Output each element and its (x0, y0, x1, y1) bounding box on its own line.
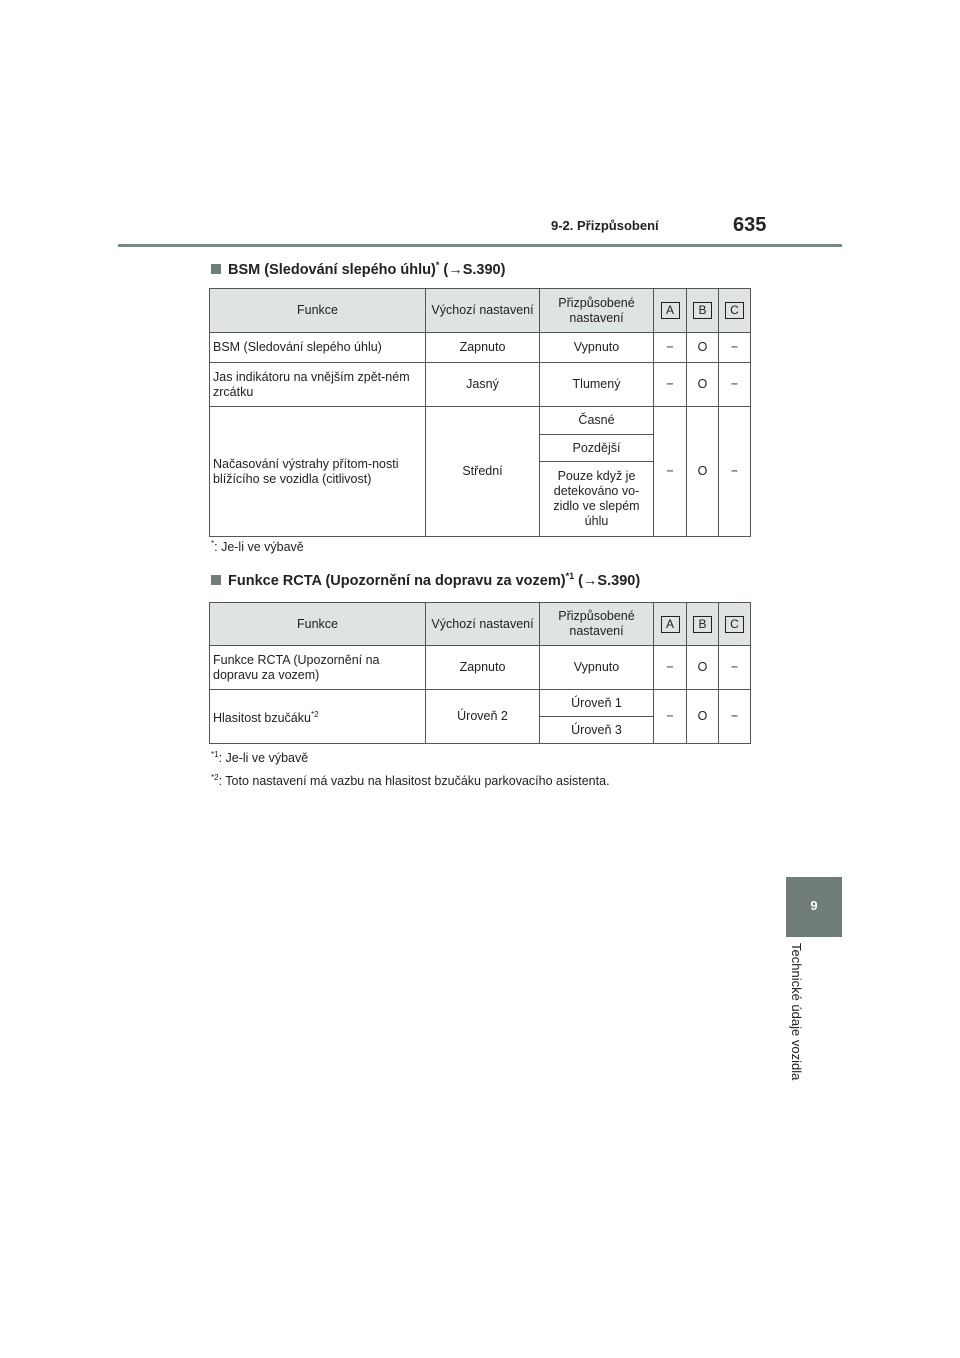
cell-vychozi: Střední (426, 407, 540, 537)
section2-title: Funkce RCTA (Upozornění na dopravu za vozem) (228, 572, 566, 589)
cell-b: O (687, 690, 719, 744)
table-row (210, 333, 751, 363)
header-c-icon: C (725, 302, 744, 319)
footnote-mark: *1 (211, 750, 219, 759)
cell-funkce (210, 690, 426, 744)
footnote-text: : Je-li ve výbavě (214, 540, 304, 555)
table-row (210, 363, 751, 407)
footnote-text: : Je-li ve výbavě (218, 751, 309, 766)
cell-vychozi: Jasný (426, 363, 540, 407)
footnote (211, 539, 304, 554)
section1-title-ref: (→S.390) (439, 261, 506, 278)
cell-a: − (654, 690, 687, 744)
cell-a: − (654, 646, 687, 690)
table-header-row (210, 603, 751, 646)
section2-heading (211, 571, 640, 589)
bsm-settings-table (209, 288, 751, 537)
cell-prizpusobene: Vypnuto (540, 333, 654, 363)
header-c-icon: C (725, 616, 744, 633)
header-a-icon: A (661, 616, 680, 633)
cell-option: Úroveň 1 (540, 690, 654, 717)
cell-b: O (687, 646, 719, 690)
table-row (210, 690, 751, 717)
cell-funkce: Funkce RCTA (Upozornění na dopravu za vozem) (210, 646, 426, 690)
header-funkce: Funkce (210, 603, 426, 646)
header-divider (118, 244, 842, 247)
cell-funkce: Načasování výstrahy přítom-nosti blížícího se vozidla (citlivost) (210, 407, 426, 537)
cell-prizpusobene: Vypnuto (540, 646, 654, 690)
footnote-mark: *2 (211, 773, 219, 782)
section2-title-ref: (→S.390) (574, 572, 641, 589)
cell-b: O (687, 333, 719, 363)
cell-a: − (654, 407, 687, 537)
header-funkce: Funkce (210, 289, 426, 333)
cell-c: − (719, 333, 751, 363)
cell-funkce: BSM (Sledování slepého úhlu) (210, 333, 426, 363)
cell-vychozi: Úroveň 2 (426, 690, 540, 744)
table-header-row (210, 289, 751, 333)
square-bullet-icon (211, 575, 221, 585)
section-title: 9-2. Přizpůsobení (551, 218, 659, 233)
rcta-settings-table (209, 602, 751, 744)
cell-vychozi: Zapnuto (426, 646, 540, 690)
cell-vychozi: Zapnuto (426, 333, 540, 363)
cell-a: − (654, 333, 687, 363)
section2-title-sup: *1 (565, 571, 575, 581)
cell-c: − (719, 363, 751, 407)
table-row (210, 646, 751, 690)
cell-c: − (719, 407, 751, 537)
chapter-label: Technické údaje vozidla (789, 943, 804, 1081)
footnote-text: : Toto nastavení má vazbu na hlasitost bzučáku parkovacího asistenta. (218, 774, 610, 789)
square-bullet-icon (211, 264, 221, 274)
header-prizpusobene: Přizpůsobené nastavení (540, 289, 654, 333)
header-prizpusobene: Přizpůsobené nastavení (540, 603, 654, 646)
cell-a: − (654, 363, 687, 407)
cell-b: O (687, 363, 719, 407)
cell-funkce-sup: *2 (310, 709, 319, 719)
chapter-number: 9 (810, 898, 818, 913)
header-b-icon: B (693, 616, 712, 633)
cell-funkce-text: Hlasitost bzučáku (213, 711, 311, 726)
header-vychozi: Výchozí nastavení (426, 289, 540, 333)
cell-funkce: Jas indikátoru na vnějším zpět-ném zrcátku (210, 363, 426, 407)
cell-option: Časné (540, 407, 654, 435)
footnote (211, 750, 308, 765)
header-a-icon: A (661, 302, 680, 319)
section1-title-sup: * (435, 260, 440, 270)
footnote (211, 773, 610, 788)
header-b-icon: B (693, 302, 712, 319)
chapter-tab (786, 877, 842, 937)
cell-option: Pouze když je detekováno vo-zidlo ve slepém úhlu (540, 462, 654, 537)
table-row (210, 407, 751, 435)
footnote-mark: * (211, 539, 215, 548)
page-number: 635 (733, 214, 767, 236)
cell-c: − (719, 646, 751, 690)
header-vychozi: Výchozí nastavení (426, 603, 540, 646)
section1-heading (211, 260, 505, 278)
cell-c: − (719, 690, 751, 744)
cell-b: O (687, 407, 719, 537)
cell-prizpusobene: Tlumený (540, 363, 654, 407)
cell-option: Pozdější (540, 435, 654, 462)
cell-option: Úroveň 3 (540, 717, 654, 744)
section1-title: BSM (Sledování slepého úhlu) (228, 261, 436, 278)
